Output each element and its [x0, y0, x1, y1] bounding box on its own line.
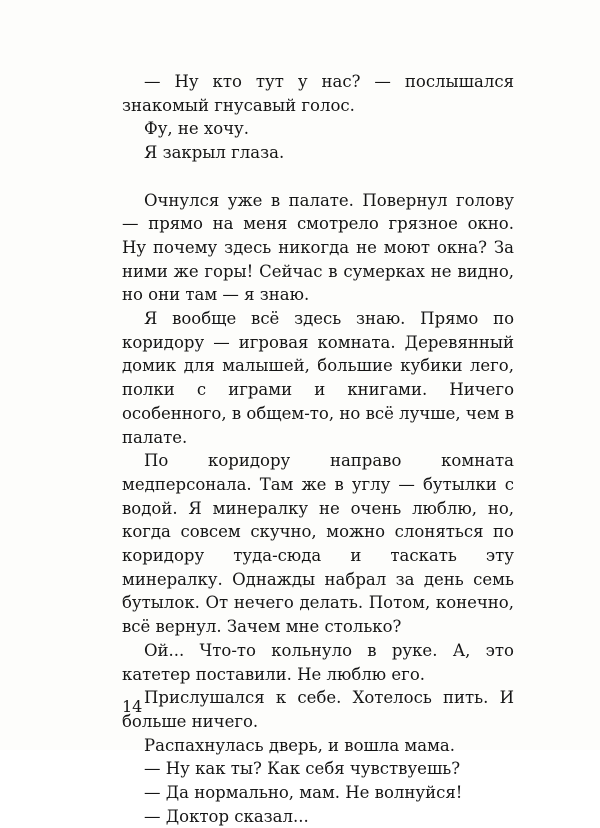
- paragraph-3: Я закрыл глаза.: [144, 143, 285, 163]
- section-break: [122, 165, 514, 189]
- paragraph-9: Распахнулась дверь, и вошла мама.: [144, 735, 456, 755]
- paragraph-7: Ой... Что-то кольнуло в руке. А, это катетер поставили. Не люблю его.: [122, 640, 514, 684]
- paragraph-2: Фу, не хочу.: [144, 119, 250, 139]
- paragraph-1: — Ну кто тут у нас? — послышался знакомый гнусавый голос.: [122, 72, 514, 115]
- paragraph-4: Очнулся уже в палате. Повернул голову — прямо на меня смотрело грязное окно. Ну почему здесь никогда не моют окна? За ними же горы! Сейчас в сумерках не видно, но они там — я знаю.: [122, 190, 514, 305]
- page-number: 14: [122, 697, 143, 716]
- paragraph-5: Я вообще всё здесь знаю. Прямо по коридору — игровая комната. Деревянный домик для малышей, большие кубики лего, полки с играми и книгами. Ничего особенного, в общем-то, но всё лучше, чем в палате.: [122, 309, 514, 447]
- paragraph-12: — Доктор сказал...: [144, 806, 309, 826]
- paragraph-11: — Да нормально, мам. Не волнуйся!: [144, 783, 463, 803]
- paragraph-10: — Ну как ты? Как себя чувствуешь?: [144, 759, 461, 779]
- page-text: [122, 70, 514, 828]
- paragraph-6: По коридору направо комната медперсонала. Там же в углу — бутылки с водой. Я минералку не очень люблю, но, когда совсем скучно, можно слоняться по коридору туда-сюда и таскать эту минералку. Однажды набрал за день семь бутылок. От нечего делать. Потом, конечно, всё вернул. Зачем мне столько?: [122, 451, 514, 637]
- paragraph-8: Прислушался к себе. Хотелось пить. И больше ничего.: [122, 688, 514, 731]
